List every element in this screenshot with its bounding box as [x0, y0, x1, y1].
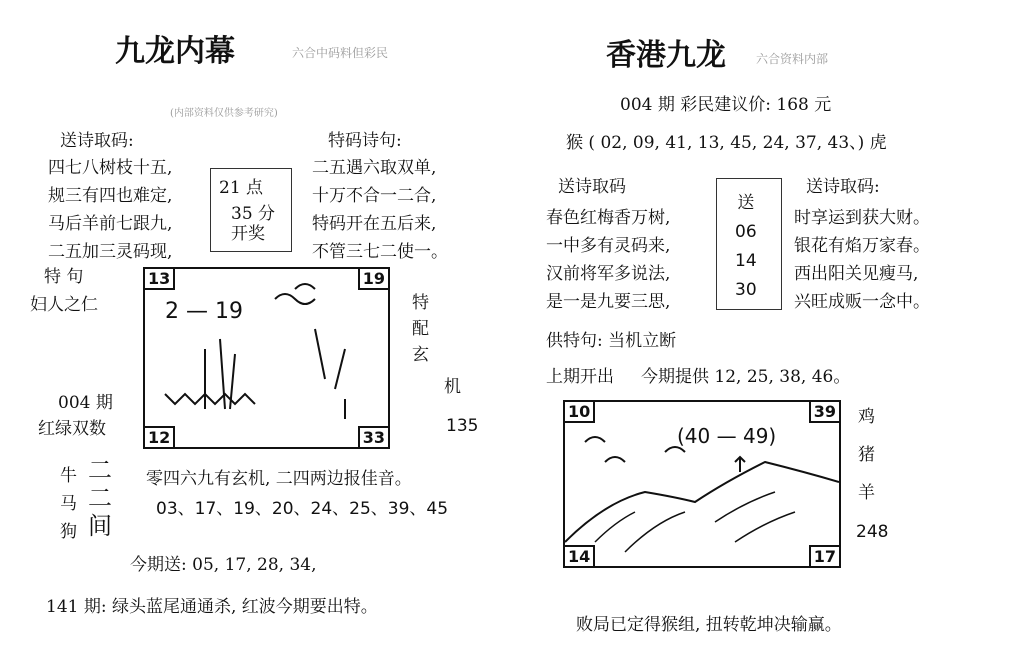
left-special-heading: 特码诗句: — [328, 131, 402, 151]
left-hint: 零四六九有玄机, 二四两边报佳音。 — [146, 469, 412, 489]
right-send-box — [716, 178, 782, 310]
left-issue-text: 红绿双数 — [38, 419, 106, 439]
poem-line: 二五加三灵码现, — [48, 242, 173, 262]
left-today: 今期送: 05, 17, 28, 34, — [130, 555, 317, 575]
corner-bl: 12 — [143, 426, 175, 449]
corner-tr: 19 — [358, 267, 390, 290]
poem-line: 汉前将军多说法, — [546, 264, 671, 284]
left-poem-heading: 送诗取码: — [60, 131, 134, 151]
send-number: 14 — [735, 251, 757, 271]
poem-line: 马后羊前七跟九, — [48, 214, 173, 234]
send-label: 送 — [737, 193, 755, 213]
right-footer: 败局已定得猴组, 扭转乾坤决输赢。 — [576, 615, 842, 635]
zodiac: 羊 — [858, 483, 875, 503]
poem-line: 特码开在五后来, — [312, 214, 437, 234]
right-heading-left: 送诗取码 — [558, 177, 626, 197]
right-monkey-line: 猴 ( 02, 09, 41, 13, 45, 24, 37, 43、) 虎 — [566, 133, 887, 153]
left-faint-line: (内部资料仅供参考研究) — [170, 108, 278, 119]
right-poem-right — [794, 204, 930, 316]
zodiac: 牛 — [60, 466, 77, 486]
left-time-box — [210, 168, 292, 252]
zodiac: 鸡 — [858, 407, 875, 427]
poem-line: 时享运到获大财。 — [794, 208, 930, 228]
poem-line: 不管三七二使一。 — [312, 242, 448, 262]
poem-line: 四七八树枝十五, — [48, 158, 173, 178]
send-number: 06 — [735, 222, 757, 242]
time-hour: 21 点 — [219, 178, 264, 198]
left-right-vertical — [412, 290, 429, 368]
right-poem-left — [546, 204, 670, 316]
zodiac: 猪 — [858, 445, 875, 465]
poem-line: 春色红梅香万树, — [546, 208, 671, 228]
send-number: 30 — [735, 280, 757, 300]
vchar: 特 — [412, 293, 429, 313]
zodiac: 狗 — [60, 522, 77, 542]
right-zodiac-col — [858, 398, 875, 512]
right-title: 香港九龙 — [606, 38, 726, 73]
left-numbers: 03、17、19、20、24、25、39、45 — [156, 499, 449, 519]
poem-line: 银花有焰万家春。 — [794, 236, 930, 256]
poem-line: 西出阳关见瘦马, — [794, 264, 919, 284]
right-last-line: 上期开出 今期提供 12, 25, 38, 46。 — [546, 367, 851, 387]
left-zodiac-col — [60, 462, 77, 546]
right-title-sub: 六合资料内部 — [756, 52, 829, 66]
poem-line: 兴旺成贩一念中。 — [794, 292, 930, 312]
big-char: 间 — [88, 512, 112, 540]
right-pic-text: (40 — 49) — [677, 424, 777, 448]
corner-tl: 13 — [143, 267, 175, 290]
poem-line: 是一是九要三思, — [546, 292, 671, 312]
time-draw: 开奖 — [231, 224, 265, 244]
poem-line: 一中多有灵码来, — [546, 236, 671, 256]
zodiac: 马 — [60, 494, 77, 514]
left-vertical-end: 机 — [444, 377, 461, 397]
corner-tr: 39 — [809, 400, 841, 423]
poem-line: 二五遇六取双单, — [312, 158, 437, 178]
big-char: 二 — [88, 484, 112, 512]
corner-tl: 10 — [563, 400, 595, 423]
right-heading-right: 送诗取码: — [806, 177, 880, 197]
left-issue: 004 期 — [58, 393, 113, 413]
left-pic-text: 2 — 19 — [165, 299, 243, 324]
corner-br: 17 — [809, 545, 841, 568]
poem-line: 规三有四也难定, — [48, 186, 173, 206]
left-right-number: 135 — [446, 416, 479, 436]
big-char: 二 — [88, 456, 112, 484]
poem-line: 十万不合一二合, — [312, 186, 437, 206]
vchar: 玄 — [412, 345, 429, 365]
right-picture — [563, 400, 841, 568]
time-minute: 35 分 — [231, 204, 276, 224]
right-special: 供特句: 当机立断 — [546, 331, 677, 351]
left-poem-left — [48, 154, 172, 266]
left-big-col — [88, 456, 112, 540]
left-last: 141 期: 绿头蓝尾通通杀, 红波今期要出特。 — [46, 597, 378, 617]
right-price: 004 期 彩民建议价: 168 元 — [620, 95, 832, 115]
vchar: 配 — [412, 319, 429, 339]
right-side-number: 248 — [856, 522, 889, 542]
left-title-sub: 六合中码料但彩民 — [292, 46, 389, 60]
left-title: 九龙内幕 — [115, 34, 235, 69]
left-drawing — [145, 269, 388, 447]
left-picture — [143, 267, 390, 449]
corner-bl: 14 — [563, 545, 595, 568]
corner-br: 33 — [358, 426, 390, 449]
left-special-label: 特 句 — [44, 267, 84, 287]
left-poem-right — [312, 154, 448, 266]
left-special-text: 妇人之仁 — [30, 295, 98, 315]
